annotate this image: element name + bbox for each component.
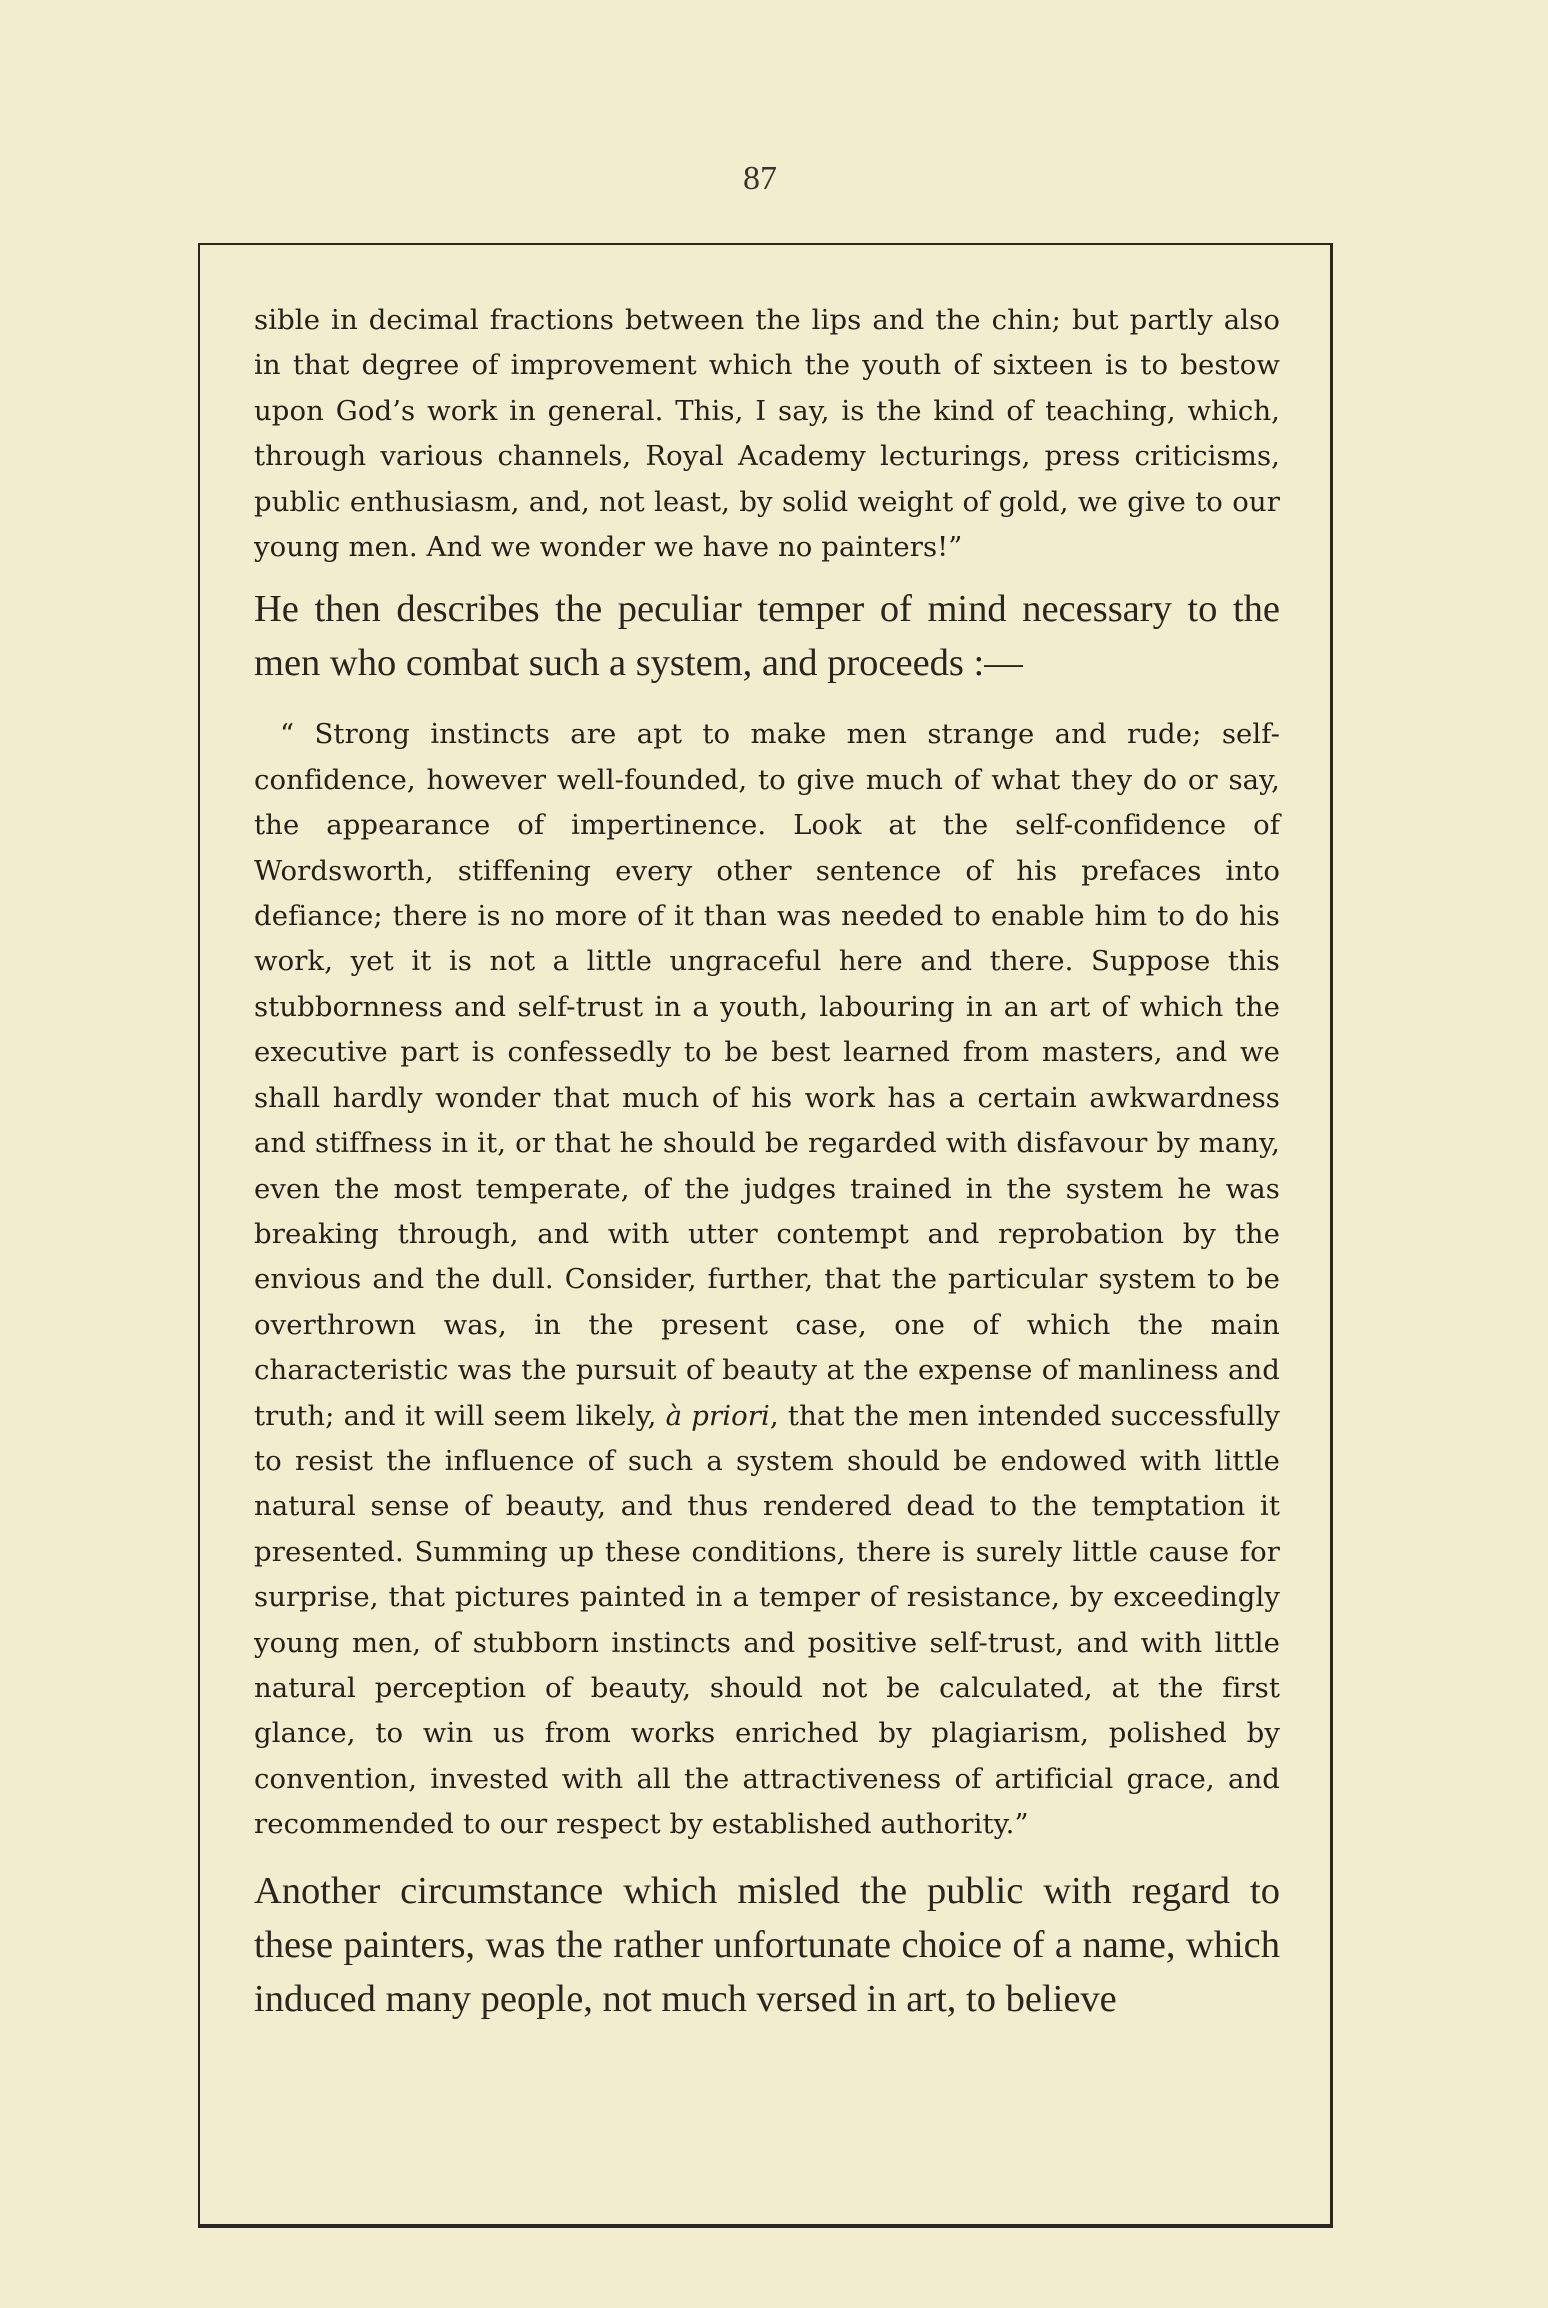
- page-body: [254, 298, 1280, 2026]
- quote-paragraph: [254, 712, 1280, 1847]
- closing-paragraph: Another circumstance which misled the public with regard to these painters, was the rather unfortunate choice of a name, which induced many people, not much versed in art, to believe: [254, 1869, 1280, 2020]
- italic-phrase: à priori: [665, 1399, 770, 1432]
- narrative-paragraph: He then describes the peculiar temper of mind necessary to the men who combat such a system, and proceeds :—: [254, 588, 1280, 685]
- quote-text-end: , that the men intended successfully to resist the influence of such a system should be endowed with little natural sense of beauty, and thus rendered dead to the temptation it presented. Summing up these conditions, there is surely little cause for surprise, that pictures painted in a temper of resistance, by exceedingly young men, of stubborn instincts and positive self-trust, and with little natural perception of beauty, should not be calculated, at the first glance, to win us from works enriched by plagiarism, polished by convention, invested with all the attractiveness of artificial grace, and recommended to our respect by established authority.”: [254, 1399, 1280, 1841]
- quote-continuation-paragraph: sible in decimal fractions between the lips and the chin; but partly also in that degree of improvement which the youth of sixteen is to bestow upon God’s work in general. This, I say, is the kind of teaching, which, through various channels, Royal Academy lecturings, press criticisms, public enthusiasm, and, not least, by solid weight of gold, we give to our young men. And we wonder we have no painters!”: [254, 304, 1280, 564]
- quote-text-start: “ Strong instincts are apt to make men strange and rude; self-confidence, however well-founded, to give much of what they do or say, the appearance of impertinence. Look at the self-confidence of Wordsworth, stiffening every other sentence of his prefaces into defiance; there is no more of it than was needed to enable him to do his work, yet it is not a little ungraceful here and there. Suppose this stubbornness and self-trust in a youth, labouring in an art of which the executive part is confessedly to be best learned from masters, and we shall hardly wonder that much of his work has a certain awkwardness and stiffness in it, or that he should be regarded with disfavour by many, even the most temperate, of the judges trained in the system he was breaking through, and with utter contempt and reprobation by the envious and the dull. Consider, further, that the particular system to be overthrown was, in the present case, one of which the main characteristic was the pursuit of beauty at the expense of manliness and truth; and it will seem likely,: [254, 718, 1280, 1432]
- page-number: 87: [743, 160, 777, 197]
